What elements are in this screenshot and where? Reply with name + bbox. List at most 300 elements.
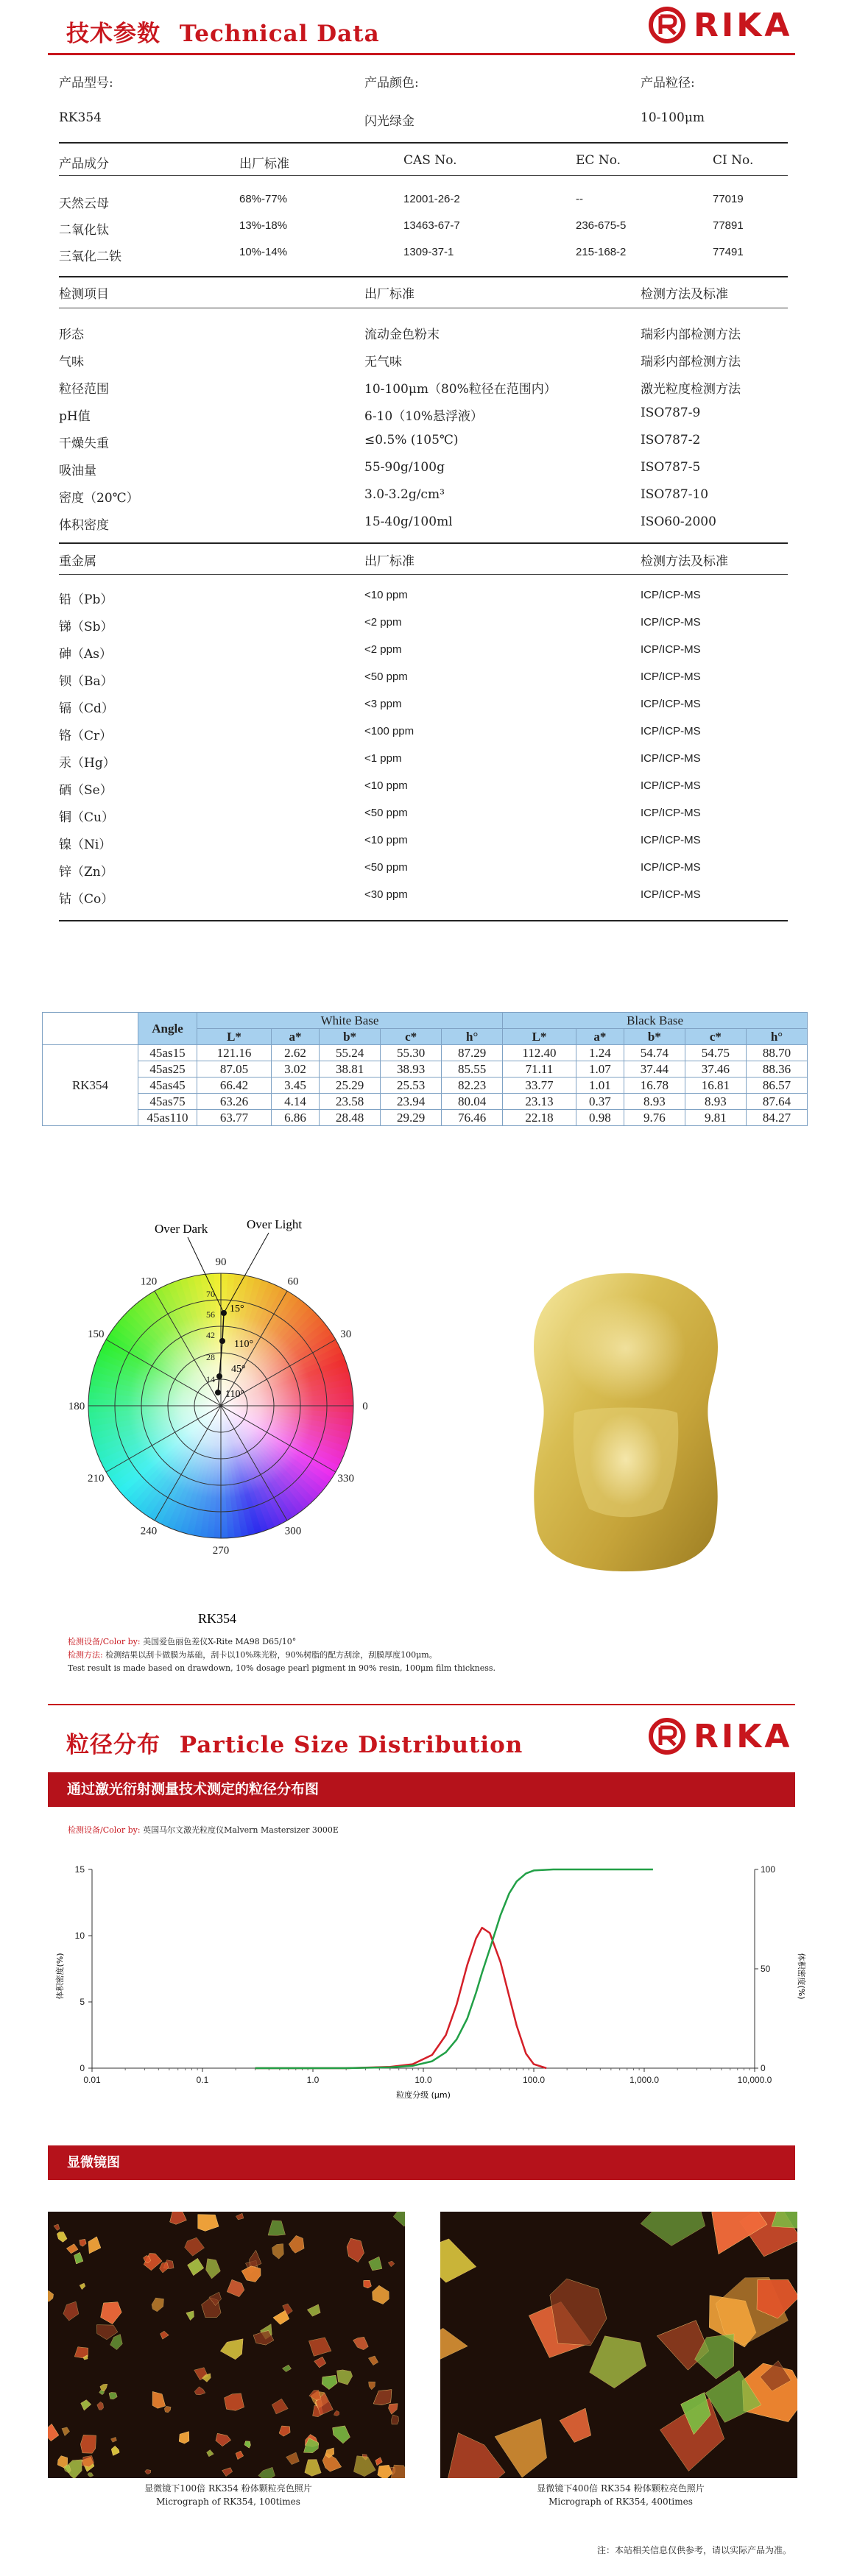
pigment-flake: [88, 2237, 101, 2254]
pigment-flake: [80, 2239, 86, 2246]
color-value-cell: 1.24: [576, 1045, 624, 1061]
pigment-flake: [369, 2382, 375, 2390]
y2-tick-label: 100: [761, 1864, 776, 1875]
color-value-cell: 55.30: [381, 1045, 442, 1061]
insp-header: 检测项目: [59, 287, 109, 302]
color-value-cell: 8.93: [685, 1094, 746, 1110]
car-swatch-svg: [515, 1266, 736, 1575]
caption-cn: 显微镜下100倍 RK354 粉体颗粒亮色照片: [144, 2483, 312, 2494]
rika-logo-icon: [648, 6, 686, 44]
color-value-cell: 4.14: [272, 1094, 320, 1110]
label-size: 产品粒径:: [641, 76, 695, 91]
pigment-flake: [220, 2339, 243, 2360]
y-tick-label: 15: [74, 1864, 85, 1875]
pigment-flake: [388, 2261, 395, 2267]
polar-angle-label: 240: [140, 1525, 158, 1538]
metal-cell: ICP/ICP-MS: [641, 752, 701, 765]
polar-data-point: [219, 1338, 225, 1344]
pigment-flake: [393, 2212, 405, 2226]
composition-cell: 77491: [713, 246, 744, 258]
inspection-cell: ISO787-2: [641, 433, 701, 447]
metal-cell: ICP/ICP-MS: [641, 834, 701, 846]
angle-header: Angle: [138, 1013, 197, 1045]
micrograph-400x: [440, 2212, 797, 2478]
color-value-cell: 112.40: [503, 1045, 576, 1061]
pigment-flake: [369, 2257, 382, 2271]
pigment-flake: [286, 2452, 300, 2465]
over-light-label: Over Light: [247, 1218, 303, 1231]
psd-device: [68, 1824, 339, 1836]
note-text: 检测结果以刮卡做膜为基础，刮卡以10%珠光粉，90%树脂的配方刮涂，刮膜厚度100μm。: [105, 1650, 437, 1660]
inspection-cell: ISO787-10: [641, 487, 709, 502]
note-label: 检测方法:: [68, 1650, 103, 1660]
pigment-flake: [179, 2432, 189, 2444]
color-col-header: h°: [746, 1029, 807, 1045]
pigment-flake: [88, 2473, 94, 2477]
table-row: [43, 1078, 808, 1094]
inspection-cell: 无气味: [364, 355, 402, 369]
volume-density-curve: [255, 1928, 546, 2068]
composition-cell: 三氧化二铁: [59, 250, 121, 264]
polar-radius-label: 28: [206, 1352, 215, 1362]
color-table-body: [43, 1045, 808, 1126]
inspection-cell: 吸油量: [59, 464, 96, 478]
label-model: 产品型号:: [59, 76, 113, 91]
composition-cell: 13463-67-7: [403, 219, 460, 232]
pigment-flake: [185, 2237, 205, 2256]
pigment-flake: [305, 2460, 321, 2477]
color-value-cell: 38.93: [381, 1061, 442, 1078]
over-dark-label: Over Dark: [155, 1222, 208, 1236]
color-col-header: a*: [576, 1029, 624, 1045]
value-color: 闪光绿金: [364, 114, 415, 129]
inspection-cell: 6-10（10%悬浮液）: [364, 409, 483, 424]
inspection-cell: 体积密度: [59, 518, 109, 533]
pigment-flake: [272, 2399, 288, 2414]
pigment-flake: [244, 2441, 250, 2449]
metal-cell: 锌（Zn）: [59, 865, 113, 880]
pigment-flake: [62, 2427, 70, 2436]
inspection-cell: 密度（20℃）: [59, 491, 139, 506]
psd-title-bar: 通过激光衍射测量技术测定的粒径分布图: [48, 1772, 795, 1807]
pigment-flake: [389, 2404, 398, 2415]
color-value-cell: 0.37: [576, 1094, 624, 1110]
pigment-flake: [164, 2406, 171, 2413]
pigment-flake: [216, 2433, 231, 2446]
pigment-flake: [440, 2239, 476, 2282]
polar-radius-label: 70: [206, 1289, 215, 1299]
pigment-flake: [495, 2418, 547, 2477]
polar-angle-label: 0: [362, 1401, 368, 1412]
polar-radius-label: 42: [206, 1330, 215, 1340]
pigment-flake: [101, 2302, 122, 2324]
metal-cell: 硒（Se）: [59, 783, 113, 798]
inspection-cell: 15-40g/100ml: [364, 514, 453, 529]
color-value-cell: 37.46: [685, 1061, 746, 1078]
pigment-flake: [111, 2437, 117, 2442]
metal-cell: ICP/ICP-MS: [641, 861, 701, 874]
pigment-flake: [440, 2328, 468, 2363]
composition-cell: 10%-14%: [239, 246, 288, 258]
pigment-flake: [225, 2393, 244, 2410]
pigment-flake: [375, 2458, 382, 2466]
comp-header: 出厂标准: [239, 157, 289, 171]
pigment-flake: [392, 2415, 399, 2424]
color-value-cell: 45as25: [138, 1061, 197, 1078]
metal-cell: 汞（Hg）: [59, 756, 116, 771]
x-tick-label: 100.0: [522, 2075, 546, 2085]
inspection-cell: ISO787-9: [641, 406, 701, 420]
pigment-flake: [161, 2331, 169, 2339]
divider: [59, 276, 788, 277]
logo-text: RIKA: [694, 1717, 793, 1755]
color-value-cell: 88.36: [746, 1061, 807, 1078]
metal-cell: ICP/ICP-MS: [641, 779, 701, 792]
composition-cell: 77019: [713, 193, 744, 205]
comp-header: CAS No.: [403, 153, 457, 168]
color-value-cell: 84.27: [746, 1110, 807, 1126]
composition-cell: 二氧化钛: [59, 223, 109, 238]
pigment-flake: [258, 2467, 275, 2478]
polar-angle-label: 120: [140, 1275, 158, 1288]
pigment-flake: [152, 2298, 164, 2312]
metal-cell: 锑（Sb）: [59, 620, 113, 634]
pigment-flake: [373, 2390, 392, 2405]
pigment-flake: [186, 2311, 194, 2321]
inspection-cell: pH值: [59, 409, 91, 424]
pigment-flake: [373, 2285, 389, 2304]
psd-ylabel-right: 体积密度(%): [797, 1953, 806, 2000]
color-value-cell: 55.24: [320, 1045, 381, 1061]
value-size: 10-100μm: [641, 110, 705, 125]
pigment-flake: [641, 2212, 705, 2246]
composition-cell: 天然云母: [59, 197, 109, 211]
y2-tick-label: 0: [761, 2063, 766, 2073]
metal-cell: <50 ppm: [364, 861, 408, 874]
composition-cell: 236-675-5: [576, 219, 627, 232]
caption-en: Micrograph of RK354, 400times: [549, 2497, 693, 2507]
color-polar-chart: [52, 1218, 398, 1630]
polar-svg: [52, 1218, 398, 1630]
pigment-flake: [314, 2357, 326, 2368]
pigment-flake: [550, 2279, 607, 2346]
pigment-flake: [236, 2451, 244, 2460]
metal-cell: 砷（As）: [59, 647, 113, 662]
pigment-flake: [272, 2244, 284, 2260]
composition-cell: 68%-77%: [239, 193, 288, 205]
polar-angle-label: 270: [212, 1545, 230, 1557]
y-tick-label: 0: [80, 2063, 85, 2073]
pigment-flake: [448, 2433, 506, 2479]
pigment-flake: [48, 2424, 59, 2441]
polar-data-point: [215, 1390, 221, 1395]
metal-cell: <50 ppm: [364, 670, 408, 683]
color-value-cell: 25.29: [320, 1078, 381, 1094]
pigment-flake: [333, 2426, 350, 2444]
pigment-flake: [353, 2456, 375, 2477]
divider: [59, 142, 788, 144]
metal-cell: <10 ppm: [364, 834, 408, 846]
inspection-cell: 激光粒度检测方法: [641, 382, 741, 397]
x-tick-label: 1.0: [306, 2075, 320, 2085]
pigment-flake: [48, 2290, 54, 2301]
psd-ylabel-left: 体积密度(%): [55, 1953, 65, 2000]
rika-logo-icon: [648, 1717, 686, 1755]
title-cn: 技术参数: [66, 21, 161, 47]
metal-cell: ICP/ICP-MS: [641, 698, 701, 710]
color-col-header: L*: [503, 1029, 576, 1045]
insp-header: 检测方法及标准: [641, 287, 728, 302]
pigment-flake: [378, 2465, 392, 2478]
polar-data-point: [216, 1373, 222, 1379]
color-value-cell: 23.13: [503, 1094, 576, 1110]
title-en: Technical Data: [179, 21, 380, 47]
polar-point-label: 45°: [231, 1364, 246, 1375]
pigment-flake: [63, 2301, 79, 2321]
logo-text: RIKA: [694, 6, 793, 44]
pigment-flake: [80, 2283, 85, 2290]
color-value-cell: 66.42: [197, 1078, 272, 1094]
color-col-header: h°: [442, 1029, 503, 1045]
y2-tick-label: 50: [761, 1964, 771, 1974]
comp-header: 产品成分: [59, 157, 109, 171]
pigment-flake: [110, 2335, 123, 2350]
pigment-flake: [109, 2392, 117, 2399]
composition-cell: 12001-26-2: [403, 193, 460, 205]
metal-cell: <3 ppm: [364, 698, 402, 710]
polar-angle-label: 330: [337, 1473, 354, 1485]
footer-note: 注：本站相关信息仅供参考，请以实际产品为准。: [596, 2545, 791, 2555]
color-value-cell: 82.23: [442, 1078, 503, 1094]
metal-cell: <2 ppm: [364, 616, 402, 629]
metal-cell: <30 ppm: [364, 888, 408, 901]
color-col-header: b*: [624, 1029, 685, 1045]
metal-cell: <1 ppm: [364, 752, 402, 765]
title-en: Particle Size Distribution: [179, 1732, 523, 1758]
color-value-cell: 45as110: [138, 1110, 197, 1126]
table-corner: [43, 1013, 138, 1045]
note-text-en: Test result is made based on drawdown, 10% dosage pearl pigment in 90% resin, 100μm film thickness.: [68, 1663, 496, 1673]
color-col-header: L*: [197, 1029, 272, 1045]
inspection-cell: 3.0-3.2g/cm³: [364, 487, 445, 502]
pigment-flake: [391, 2465, 406, 2478]
color-value-cell: 1.07: [576, 1061, 624, 1078]
pigment-flake: [282, 2365, 291, 2372]
metal-cell: ICP/ICP-MS: [641, 616, 701, 629]
micro-caption-2: [429, 2482, 812, 2508]
polar-angle-label: 210: [88, 1473, 105, 1485]
metal-header: 出厂标准: [364, 554, 415, 569]
color-col-header: c*: [381, 1029, 442, 1045]
color-value-cell: 86.57: [746, 1078, 807, 1094]
color-value-cell: 87.29: [442, 1045, 503, 1061]
header-rule: [48, 53, 795, 55]
composition-cell: 13%-18%: [239, 219, 288, 232]
psd-xlabel: 粒度分级 (μm): [396, 2090, 451, 2100]
color-value-cell: 54.74: [624, 1045, 685, 1061]
color-col-header: b*: [320, 1029, 381, 1045]
divider: [59, 175, 788, 176]
device-label: 检测设备/Color by:: [68, 1825, 141, 1835]
color-value-cell: 0.98: [576, 1110, 624, 1126]
pigment-flake: [74, 2252, 83, 2264]
inspection-cell: ≤0.5% (105℃): [364, 433, 459, 447]
inspection-cell: 粒径范围: [59, 382, 109, 397]
pigment-flake: [194, 2387, 205, 2395]
color-value-cell: 85.55: [442, 1061, 503, 1078]
pigment-flake: [307, 2304, 320, 2316]
inspection-cell: ISO787-5: [641, 460, 701, 475]
pigment-flake: [560, 2408, 591, 2442]
color-value-cell: 9.81: [685, 1110, 746, 1126]
psd-chart: [29, 1840, 817, 2120]
metal-cell: ICP/ICP-MS: [641, 888, 701, 901]
label-color: 产品颜色:: [364, 76, 419, 91]
pigment-flake: [81, 2400, 91, 2410]
color-value-cell: 25.53: [381, 1078, 442, 1094]
pigment-flake: [268, 2221, 286, 2235]
pigment-flake: [111, 2446, 119, 2455]
table-row: [43, 1110, 808, 1126]
divider: [59, 574, 788, 575]
pigment-flake: [54, 2224, 60, 2231]
pigment-flake: [80, 2435, 96, 2453]
caption-en: Micrograph of RK354, 100times: [156, 2497, 300, 2507]
polar-caption: RK354: [197, 1611, 237, 1626]
inspection-cell: 55-90g/100g: [364, 460, 445, 475]
insp-header: 出厂标准: [364, 287, 415, 302]
metal-cell: 铬（Cr）: [59, 729, 113, 743]
color-value-cell: 2.62: [272, 1045, 320, 1061]
table-row: [43, 1094, 808, 1110]
title-cn: 粒径分布: [66, 1732, 161, 1758]
metal-cell: 铅（Pb）: [59, 592, 113, 607]
pigment-flake: [227, 2279, 244, 2296]
color-value-cell: 9.76: [624, 1110, 685, 1126]
pigment-flake: [347, 2238, 364, 2262]
pigment-flake: [198, 2215, 219, 2232]
polar-point-label: 110°: [225, 1389, 245, 1400]
composition-cell: --: [576, 193, 583, 205]
pigment-flake: [66, 2244, 78, 2254]
color-value-cell: 23.58: [320, 1094, 381, 1110]
polar-point-label: 15°: [230, 1303, 244, 1314]
pigment-flake: [145, 2469, 151, 2474]
color-value-cell: 38.81: [320, 1061, 381, 1078]
cumulative-curve: [255, 1869, 653, 2068]
psd-svg: [29, 1840, 817, 2120]
pigment-flake: [241, 2266, 261, 2282]
color-value-cell: 80.04: [442, 1094, 503, 1110]
pigment-flake: [368, 2356, 378, 2366]
color-value-cell: 28.48: [320, 1110, 381, 1126]
color-value-cell: 16.81: [685, 1078, 746, 1094]
divider: [59, 542, 788, 544]
pigment-flake: [353, 2337, 369, 2349]
pigment-flake: [57, 2232, 67, 2243]
metal-cell: 铜（Cu）: [59, 810, 114, 825]
metal-cell: <10 ppm: [364, 779, 408, 792]
color-value-cell: 63.26: [197, 1094, 272, 1110]
value-model: RK354: [59, 110, 102, 125]
table-row: [43, 1061, 808, 1078]
color-value-cell: 87.64: [746, 1094, 807, 1110]
metal-cell: ICP/ICP-MS: [641, 670, 701, 683]
color-value-cell: 121.16: [197, 1045, 272, 1061]
section-rule: [48, 1704, 795, 1705]
metal-cell: 镍（Ni）: [59, 838, 112, 852]
color-value-cell: 45as15: [138, 1045, 197, 1061]
color-value-cell: 3.02: [272, 1061, 320, 1078]
color-col-header: a*: [272, 1029, 320, 1045]
inspection-cell: ISO60-2000: [641, 514, 716, 529]
pigment-flake: [364, 2280, 372, 2288]
color-measurement-table: [42, 1012, 808, 1126]
inspection-cell: 10-100μm（80%粒径在范围内）: [364, 382, 557, 397]
color-value-cell: 1.01: [576, 1078, 624, 1094]
pigment-flake: [170, 2212, 187, 2224]
car-swatch-image: [515, 1266, 736, 1575]
metal-cell: 钴（Co）: [59, 892, 114, 907]
micro-title-bar: 显微镜图: [48, 2145, 795, 2180]
y-tick-label: 5: [80, 1997, 85, 2007]
metal-cell: ICP/ICP-MS: [641, 725, 701, 737]
color-value-cell: 88.70: [746, 1045, 807, 1061]
polar-angle-label: 90: [215, 1256, 227, 1268]
metal-header: 检测方法及标准: [641, 554, 728, 569]
color-value-cell: 87.05: [197, 1061, 272, 1078]
polar-angle-label: 150: [88, 1328, 105, 1340]
micrograph-100x: [48, 2212, 405, 2478]
composition-cell: 77891: [713, 219, 744, 232]
pigment-flake: [337, 2370, 353, 2385]
color-value-cell: 33.77: [503, 1078, 576, 1094]
product-row-label: RK354: [43, 1045, 138, 1126]
color-value-cell: 3.45: [272, 1078, 320, 1094]
polar-radius-label: 56: [206, 1309, 215, 1320]
inspection-cell: 气味: [59, 355, 84, 369]
color-value-cell: 54.75: [685, 1045, 746, 1061]
pigment-flake: [289, 2235, 304, 2253]
metal-cell: <2 ppm: [364, 643, 402, 656]
color-value-cell: 16.78: [624, 1078, 685, 1094]
color-col-header: c*: [685, 1029, 746, 1045]
pigment-flake: [590, 2336, 646, 2388]
x-tick-label: 0.01: [83, 2075, 101, 2085]
divider: [59, 920, 788, 921]
pigment-flake: [188, 2258, 204, 2276]
metal-cell: 钡（Ba）: [59, 674, 113, 689]
metal-cell: 镉（Cd）: [59, 701, 114, 716]
inspection-cell: 干燥失重: [59, 436, 109, 451]
composition-cell: 215-168-2: [576, 246, 627, 258]
color-value-cell: 76.46: [442, 1110, 503, 1126]
color-value-cell: 63.77: [197, 1110, 272, 1126]
pigment-flake: [322, 2375, 337, 2389]
color-value-cell: 6.86: [272, 1110, 320, 1126]
pigment-flake: [222, 2468, 233, 2477]
inspection-cell: 瑞彩内部检测方法: [641, 355, 741, 369]
metal-cell: <100 ppm: [364, 725, 415, 737]
polar-angle-label: 180: [68, 1401, 85, 1412]
micrograph-100x-svg: [48, 2212, 405, 2478]
color-value-cell: 45as75: [138, 1094, 197, 1110]
inspection-cell: 形态: [59, 328, 84, 342]
color-value-cell: 23.94: [381, 1094, 442, 1110]
polar-angle-label: 30: [340, 1328, 352, 1340]
polar-angle-label: 300: [284, 1525, 302, 1538]
metal-cell: ICP/ICP-MS: [641, 589, 701, 601]
